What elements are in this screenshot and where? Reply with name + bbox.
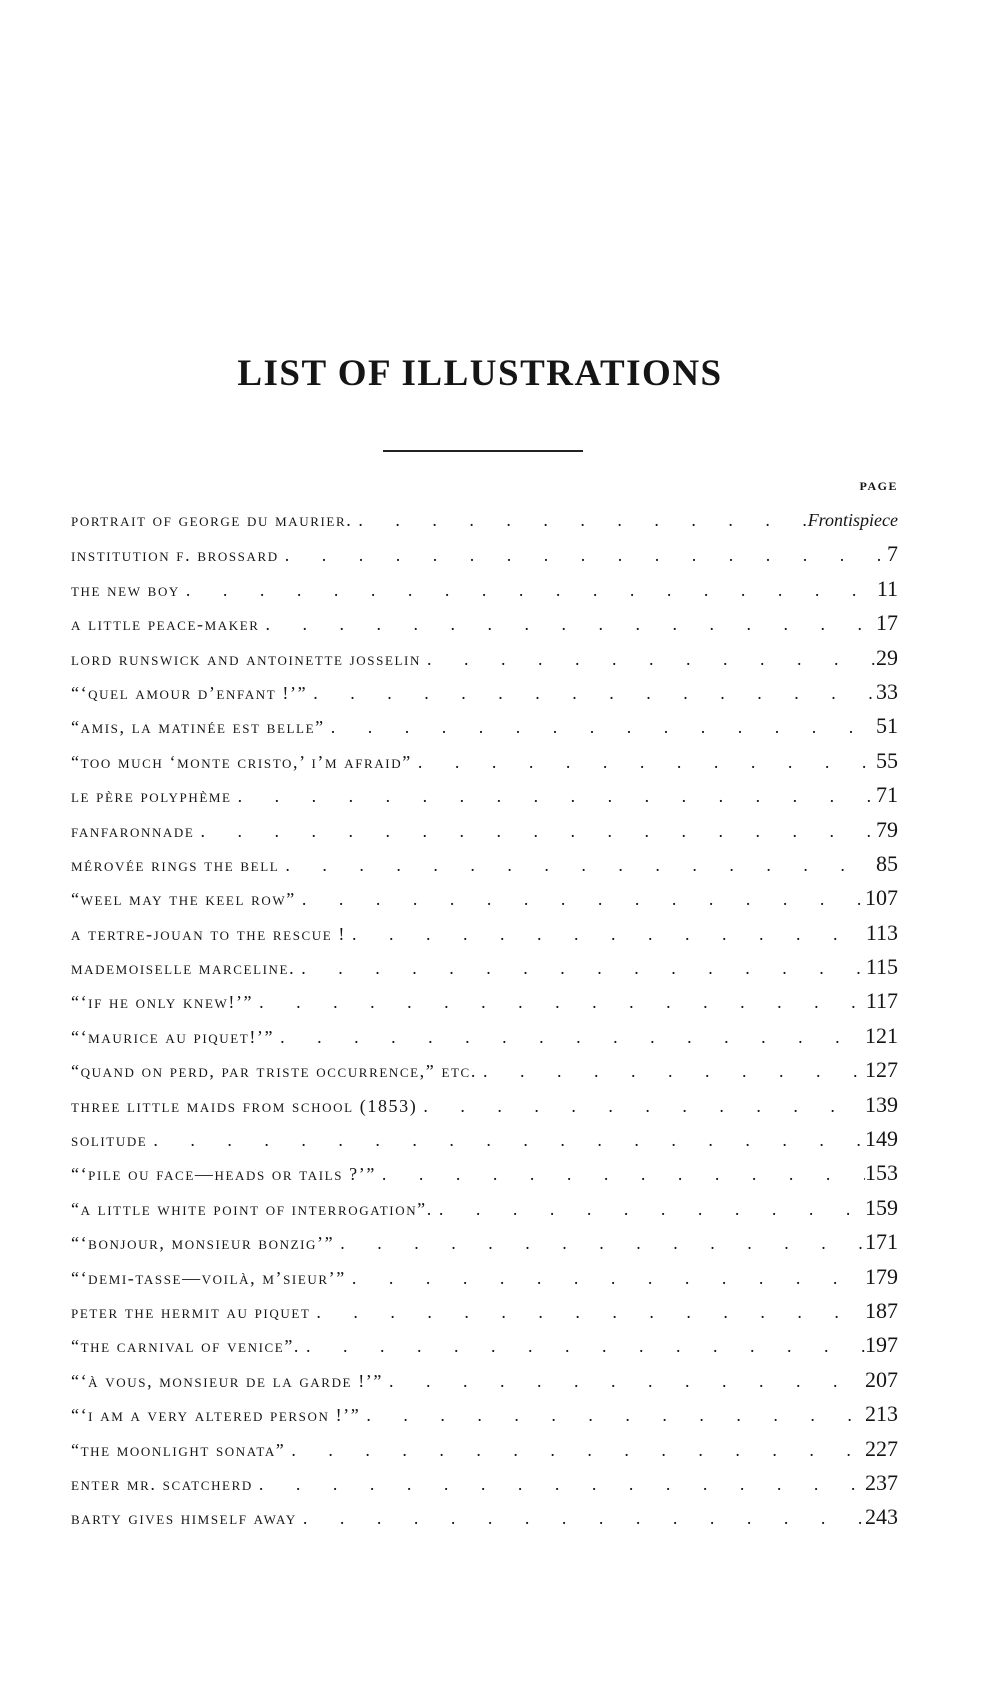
illustration-caption: “the moonlight sonata” (71, 1439, 286, 1460)
illustration-caption: mademoiselle marceline. (71, 958, 296, 979)
illustration-page-number: 117 (865, 988, 898, 1014)
illustration-page-number: 55 (876, 747, 898, 773)
illustration-page-number: 121 (865, 1022, 898, 1048)
illustration-page-number: 243 (865, 1504, 898, 1530)
illustration-caption: institution f. brossard (71, 545, 279, 566)
illustration-entry (71, 1191, 898, 1225)
illustration-entry (71, 813, 898, 847)
dot-leader (346, 1261, 865, 1295)
illustration-caption: “‘if he only knew!’” (71, 992, 254, 1013)
illustration-caption: three little maids from school (1853) (71, 1095, 418, 1116)
illustration-entry (71, 1466, 898, 1500)
illustration-caption: “‘pile ou face—heads or tails ?’” (71, 1164, 376, 1185)
illustration-entry (71, 1053, 898, 1087)
illustration-page-number: 197 (865, 1332, 898, 1358)
illustration-page-number: 227 (865, 1435, 898, 1461)
dot-leader (325, 710, 876, 744)
dot-leader (253, 1467, 865, 1501)
illustration-page-number: 33 (876, 678, 898, 704)
illustration-page-number: 115 (865, 954, 898, 980)
dot-leader (260, 607, 876, 641)
illustration-entry (71, 778, 898, 812)
dot-leader (307, 676, 876, 710)
illustration-caption: “‘bonjour, monsieur bonzig’” (71, 1233, 335, 1254)
illustration-entry (71, 881, 898, 915)
dot-leader (334, 1226, 865, 1260)
illustration-page-number: 237 (865, 1469, 898, 1495)
illustration-entry (71, 1225, 898, 1259)
illustration-entry (71, 1019, 898, 1053)
illustration-page-number: 187 (865, 1297, 898, 1323)
illustrations-list (71, 503, 898, 1535)
dot-leader (417, 1089, 865, 1123)
dot-leader (194, 814, 876, 848)
illustration-caption: “quand on perd, par triste occurrence,” etc. (71, 1061, 477, 1082)
illustration-caption: “‘demi-tasse—voilà, m’sieur’” (71, 1267, 346, 1288)
illustration-entry (71, 503, 898, 537)
illustration-entry (71, 1397, 898, 1431)
illustration-caption: “‘i am a very altered person !’” (71, 1405, 361, 1426)
illustration-entry (71, 1294, 898, 1328)
illustration-caption: the new boy (71, 579, 180, 600)
illustration-entry (71, 1088, 898, 1122)
illustration-page-number: 153 (865, 1160, 898, 1186)
dot-leader (297, 1501, 865, 1535)
illustration-entry (71, 1156, 898, 1190)
illustration-page-number: 29 (876, 644, 898, 670)
illustration-page-number: 171 (865, 1229, 898, 1255)
illustration-entry (71, 950, 898, 984)
illustration-caption: a little peace-maker (71, 614, 260, 635)
title-rule (383, 450, 583, 452)
dot-leader (300, 1329, 865, 1363)
illustration-entry (71, 537, 898, 571)
dot-leader (274, 1020, 865, 1054)
dot-leader (279, 848, 876, 882)
illustration-entry (71, 675, 898, 709)
illustration-page-number: 85 (876, 850, 898, 876)
dot-leader (310, 1295, 865, 1329)
dot-leader (296, 882, 865, 916)
illustration-page-number: 127 (865, 1057, 898, 1083)
dot-leader (433, 1192, 865, 1226)
illustration-caption: peter the hermit au piquet (71, 1301, 311, 1322)
illustration-caption: barty gives himself away (71, 1508, 297, 1529)
illustration-entry (71, 847, 898, 881)
dot-leader (147, 1123, 865, 1157)
illustration-page-number: 79 (876, 816, 898, 842)
illustration-caption: le père polyphème (71, 786, 232, 807)
illustration-page-number: 7 (887, 541, 898, 567)
illustration-entry (71, 1328, 898, 1362)
illustration-caption: “‘quel amour d’enfant !’” (71, 682, 308, 703)
illustration-entry (71, 1122, 898, 1156)
page-column-label: PAGE (859, 479, 898, 493)
dot-leader (477, 1054, 865, 1088)
illustration-entry (71, 1432, 898, 1466)
illustration-caption: “weel may the keel row” (71, 889, 296, 910)
illustration-caption: “too much ‘monte cristo,’ i’m afraid” (71, 751, 412, 772)
illustration-caption: solitude (71, 1130, 148, 1151)
illustration-entry (71, 984, 898, 1018)
illustration-caption: a tertre-jouan to the rescue ! (71, 923, 347, 944)
illustration-caption: fanfaronnade (71, 820, 195, 841)
illustration-caption: mérovée rings the bell (71, 854, 280, 875)
illustration-entry (71, 1363, 898, 1397)
illustration-caption: “‘maurice au piquet!’” (71, 1026, 275, 1047)
dot-leader (376, 1157, 865, 1191)
illustration-page-number: 51 (876, 713, 898, 739)
dot-leader (232, 779, 876, 813)
illustration-page-number: 17 (876, 610, 898, 636)
dot-leader (180, 573, 877, 607)
illustration-page-number: 107 (865, 885, 898, 911)
illustration-caption: portrait of george du maurier. (71, 510, 353, 530)
illustration-caption: “the carnival of venice”. (71, 1336, 301, 1357)
illustration-page-number: 149 (865, 1126, 898, 1152)
illustration-entry (71, 641, 898, 675)
dot-leader (421, 642, 876, 676)
dot-leader (352, 503, 807, 537)
illustration-caption: enter mr. scatcherd (71, 1473, 253, 1494)
illustration-caption: “a little white point of interrogation”. (71, 1198, 433, 1219)
illustration-entry (71, 744, 898, 778)
illustration-page-number: 213 (865, 1401, 898, 1427)
illustration-page-number: 179 (865, 1263, 898, 1289)
dot-leader (295, 951, 866, 985)
illustration-entry (71, 709, 898, 743)
illustration-page-number: Frontispiece (807, 510, 898, 530)
illustration-page-number: 11 (876, 575, 898, 601)
illustration-page-number: 113 (865, 919, 898, 945)
illustration-page-number: 159 (865, 1194, 898, 1220)
page-title: LIST OF ILLUSTRATIONS (237, 353, 723, 394)
illustration-caption: “‘à vous, monsieur de la garde !’” (71, 1370, 383, 1391)
illustration-entry (71, 606, 898, 640)
dot-leader (279, 538, 887, 572)
illustration-page-number: 71 (876, 782, 898, 808)
dot-leader (253, 985, 866, 1019)
illustration-page-number: 207 (865, 1366, 898, 1392)
dot-leader (285, 1433, 865, 1467)
illustration-caption: lord runswick and antoinette josselin (71, 648, 421, 669)
illustration-entry (71, 1260, 898, 1294)
illustration-page-number: 139 (865, 1091, 898, 1117)
dot-leader (346, 917, 866, 951)
illustration-entry (71, 1500, 898, 1534)
dot-leader (383, 1364, 865, 1398)
illustration-entry (71, 916, 898, 950)
dot-leader (412, 745, 876, 779)
illustration-entry (71, 572, 898, 606)
dot-leader (360, 1398, 865, 1432)
illustration-caption: “amis, la matinée est belle” (71, 717, 325, 738)
